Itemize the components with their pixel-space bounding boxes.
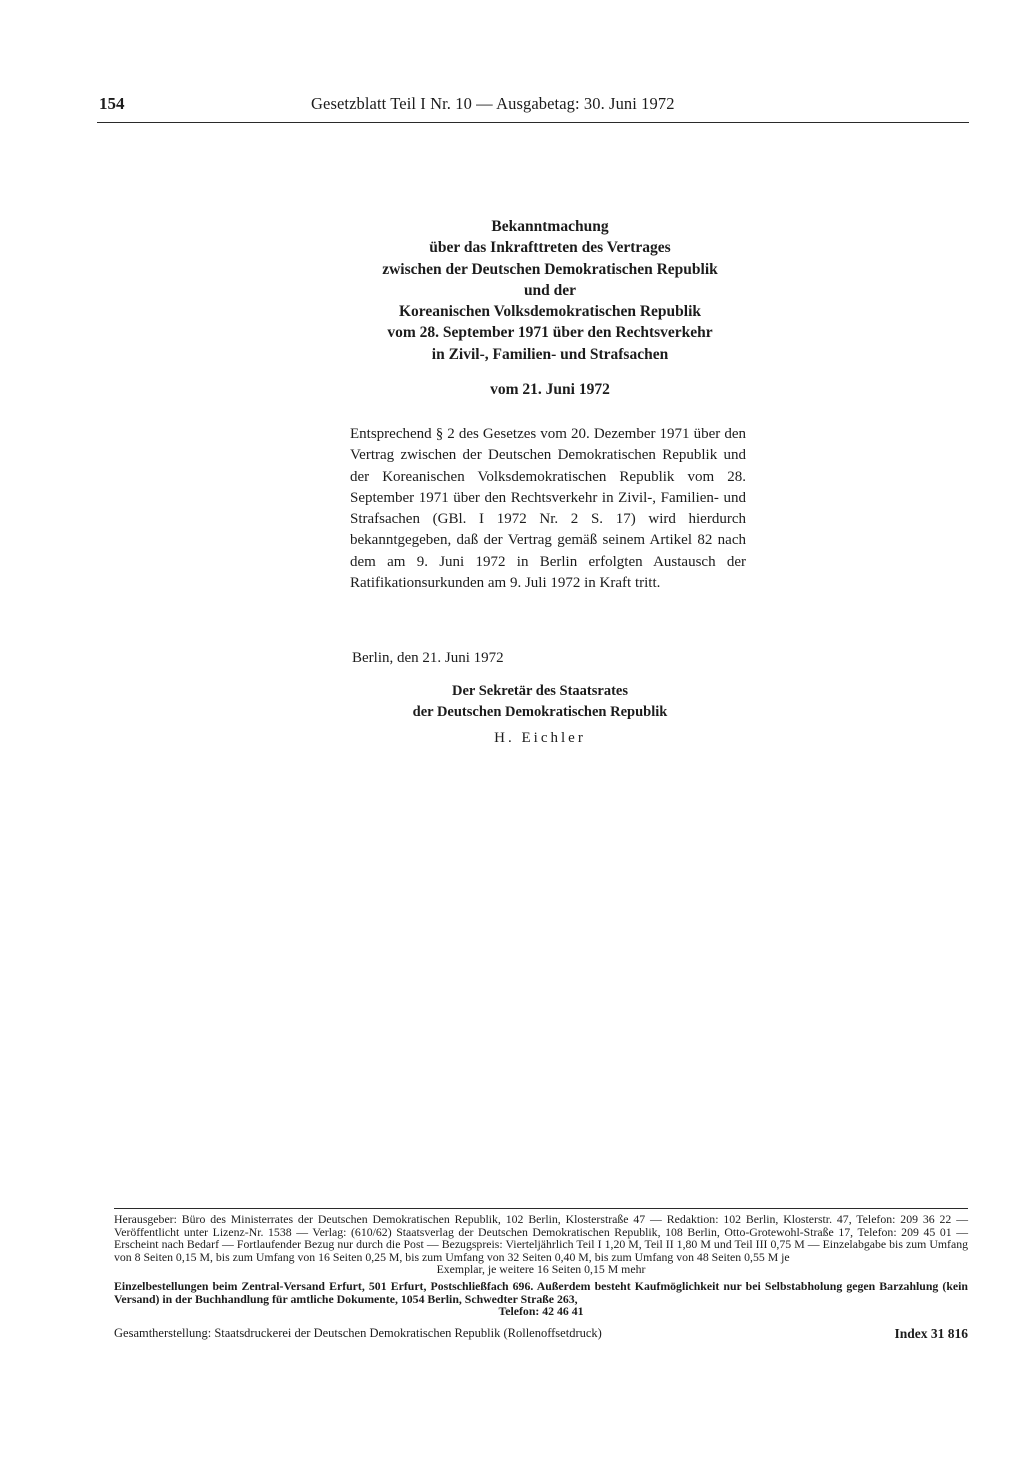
printer-note: Gesamtherstellung: Staatsdruckerei der Deutschen Demokratischen Republik (Rollenoffsetdruck) [114, 1326, 602, 1340]
title-line: vom 28. September 1971 über den Rechtsverkehr [387, 324, 713, 342]
running-title: Gesetzblatt Teil I Nr. 10 — Ausgabetag: 30. Juni 1972 [311, 94, 675, 113]
title-line: Koreanischen Volksdemokratischen Republik [398, 303, 702, 321]
title-date: vom 21. Juni 1972 [490, 381, 610, 398]
document-title [280, 216, 820, 365]
title-line: über das Inkrafttreten des Vertrages [429, 239, 671, 257]
page-header [97, 88, 969, 123]
order-phone: Telefon: 42 46 41 [498, 1304, 584, 1319]
title-line: und der [523, 281, 577, 299]
page-number: 154 [99, 94, 125, 113]
publisher-info: Herausgeber: Büro des Ministerrates der Deutschen Demokratischen Republik, 102 Berlin, Klosterstraße 47 — Redaktion: 102 Berlin, Klosterstr. 47, Telefon: 209 36 22 — Veröffentlicht unter Lizenz-Nr. 1538 — Verlag: (610/62) Staatsverlag der Deutschen Demokratischen Republik, 108 Berlin, Otto-Grotewohl-Straße 17, Telefon: 209 45 01 — Erscheint nach Bedarf — Fortlaufender Bezug nur durch die Post — Bezugspreis: Vierteljährlich Teil I 1,20 M, Teil II 1,80 M und Teil III 0,75 M — Einzelabgabe bis zum Umfang von 8 Seiten 0,15 M, bis zum Umfang von 16 Seiten 0,25 M, bis zum Umfang von 32 Seiten 0,40 M, bis zum Umfang von 48 Seiten 0,55 M je [114, 1212, 968, 1264]
index-number: Index 31 816 [894, 1326, 968, 1341]
publisher-info-end: Exemplar, je weitere 16 Seiten 0,15 M mehr [436, 1262, 646, 1277]
signature-state: der Deutschen Demokratischen Republik [412, 704, 668, 720]
signature-block [340, 681, 740, 723]
title-line: zwischen der Deutschen Demokratischen Republik [382, 260, 718, 278]
body-paragraph: Entsprechend § 2 des Gesetzes vom 20. Dezember 1971 über den Vertrag zwischen der Deutschen Demokratischen Republik und der Koreanischen Volksdemokratischen Republik vom 28. September 1971 über den Rechtsverkehr in Zivil-, Familien- und Strafsachen (GBl. I 1972 Nr. 2 S. 17) wird hierdurch bekanntgegeben, daß der Vertrag gemäß seinem Artikel 82 nach dem am 9. Juni 1972 in Berlin erfolgten Austausch der Ratifikationsurkunden am 9. Juli 1972 in Kraft tritt. [350, 426, 746, 592]
title-line: in Zivil-, Familien- und Strafsachen [431, 345, 669, 363]
place-date: Berlin, den 21. Juni 1972 [352, 650, 504, 666]
footer-bottom [114, 1326, 968, 1342]
imprint-footer [114, 1208, 968, 1318]
order-info: Einzelbestellungen beim Zentral-Versand Erfurt, 501 Erfurt, Postschließfach 696. Außerdem besteht Kaufmöglichkeit nur bei Selbstabholung gegen Barzahlung (kein Versand) in der Buchhandlung für amtliche Dokumente, 1054 Berlin, Schwedter Straße 263, [114, 1278, 968, 1306]
signer-name: H. Eichler [494, 730, 586, 746]
title-line: Bekanntmachung [491, 218, 609, 235]
signature-office: Der Sekretär des Staatsrates [452, 683, 628, 699]
